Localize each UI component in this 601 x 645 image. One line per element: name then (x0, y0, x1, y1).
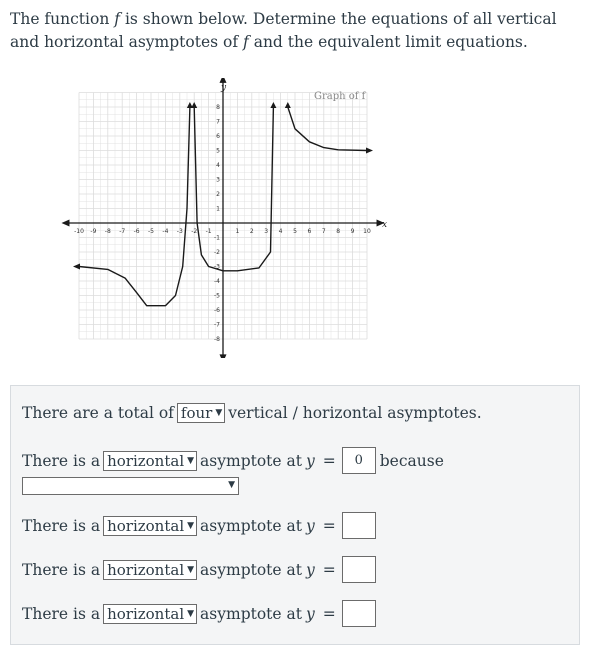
y-tick-label: 7 (216, 118, 220, 126)
x-tick-label: -9 (90, 228, 97, 235)
curve-1 (79, 107, 190, 306)
x-tick-label: 9 (350, 228, 355, 235)
curve-1-arrow-left (73, 264, 80, 270)
x-tick-label: -1 (205, 228, 212, 235)
y-tick-label: -4 (214, 278, 220, 285)
x-tick-label: 7 (321, 228, 326, 235)
y-tick-label: -1 (214, 234, 220, 242)
graph-axes (61, 78, 384, 358)
x-tick-label: 6 (307, 228, 312, 235)
y-tick-label: -6 (214, 307, 220, 314)
x-tick-label: -5 (148, 228, 154, 235)
equals-sign: = (322, 560, 336, 579)
asymptote-type-value: horizontal (107, 604, 185, 623)
y-tick-label: -3 (214, 263, 220, 271)
total-count-select[interactable] (177, 403, 225, 423)
asymptote-type-select-1[interactable] (103, 451, 197, 471)
variable-y: y (305, 560, 315, 579)
x-tick-label: 5 (293, 228, 297, 235)
asymptote-row-4 (22, 600, 376, 627)
question-part2: is shown below. Determine the equations of all vertical and horizontal asymptotes of (10, 10, 557, 51)
y-tick-label: 1 (216, 205, 220, 213)
curve-2-arrow-up-right (270, 102, 276, 108)
asymptote-type-value: horizontal (107, 451, 185, 470)
chevron-down-icon: ▼ (187, 608, 195, 619)
chevron-down-icon: ▼ (187, 455, 195, 466)
function-graph (0, 78, 601, 358)
y-tick-label: -8 (214, 336, 220, 343)
x-axis-arrow-left (61, 220, 69, 227)
x-tick-label: 10 (363, 228, 371, 235)
y-tick-label: 2 (216, 191, 220, 198)
y-axis-arrow-down (220, 354, 227, 358)
variable-y: y (305, 516, 315, 535)
y-axis-label: y (221, 83, 227, 93)
asymptote-row-2 (22, 512, 376, 539)
equals-sign: = (322, 451, 336, 470)
curve-2 (194, 107, 273, 271)
y-tick-label: 4 (216, 162, 220, 169)
y-tick-label: 3 (216, 176, 220, 184)
row-mid: asymptote at (200, 516, 302, 535)
x-tick-label: -4 (162, 228, 169, 235)
asymptote-value-input-3[interactable] (342, 556, 376, 583)
total-row (22, 403, 482, 423)
row-prefix: There is a (22, 516, 101, 535)
because-text: because (379, 451, 444, 470)
y-tick-label: -5 (214, 292, 220, 300)
y-tick-label: -7 (214, 321, 220, 329)
x-tick-label: 2 (249, 228, 254, 235)
x-tick-label: 8 (336, 228, 341, 235)
asymptote-type-value: horizontal (107, 516, 185, 535)
asymptote-type-value: horizontal (107, 560, 185, 579)
asymptote-type-select-3[interactable] (103, 560, 197, 580)
graph-label: Graph of f (314, 91, 366, 102)
x-tick-label: -8 (104, 228, 111, 235)
x-tick-label: -3 (176, 228, 183, 235)
chevron-down-icon: ▼ (228, 480, 235, 490)
y-tick-label: 6 (216, 133, 220, 140)
x-tick-label: 4 (278, 228, 283, 235)
row-prefix: There is a (22, 560, 101, 579)
chevron-down-icon: ▼ (187, 564, 195, 575)
reason-select[interactable] (22, 477, 239, 495)
function-f: f (243, 33, 249, 51)
question-text (10, 8, 590, 54)
asymptote-row-3 (22, 556, 376, 583)
chevron-down-icon: ▼ (215, 408, 223, 418)
asymptote-type-select-2[interactable] (103, 516, 197, 536)
total-suffix: vertical / horizontal asymptotes. (228, 404, 482, 422)
y-tick-label: 5 (216, 147, 220, 155)
asymptote-type-select-4[interactable] (103, 604, 197, 624)
x-tick-label: 3 (264, 228, 269, 235)
curve-2-arrow-up-left (191, 102, 197, 108)
row-mid: asymptote at (200, 560, 302, 579)
total-prefix: There are a total of (22, 404, 174, 422)
curve-3-arrow-up (285, 102, 291, 108)
x-tick-label: -6 (133, 228, 140, 235)
question-part3: and the equivalent limit equations. (253, 33, 528, 51)
x-axis-label: x (382, 220, 388, 230)
row-mid: asymptote at (200, 604, 302, 623)
x-tick-label: -10 (74, 228, 84, 235)
x-tick-label: 1 (235, 228, 240, 235)
chevron-down-icon: ▼ (187, 520, 195, 531)
x-tick-label: -7 (119, 228, 126, 235)
asymptote-row-1 (22, 447, 444, 474)
asymptote-value-input-4[interactable] (342, 600, 376, 627)
equals-sign: = (322, 604, 336, 623)
variable-y: y (305, 451, 315, 470)
y-tick-label: -2 (214, 249, 220, 256)
question-part1: The function (10, 10, 110, 28)
variable-y: y (305, 604, 315, 623)
row-mid: asymptote at (200, 451, 302, 470)
asymptote-value: 0 (354, 453, 363, 468)
asymptote-value-input-1[interactable] (342, 447, 376, 474)
function-f: f (114, 10, 120, 28)
asymptote-value-input-2[interactable] (342, 512, 376, 539)
y-tick-label: 8 (216, 104, 220, 111)
total-count-value: four (180, 404, 213, 422)
row-prefix: There is a (22, 451, 101, 470)
x-tick-label: -2 (191, 228, 198, 235)
row-prefix: There is a (22, 604, 101, 623)
curve-3-arrow-right (366, 148, 373, 154)
equals-sign: = (322, 516, 336, 535)
